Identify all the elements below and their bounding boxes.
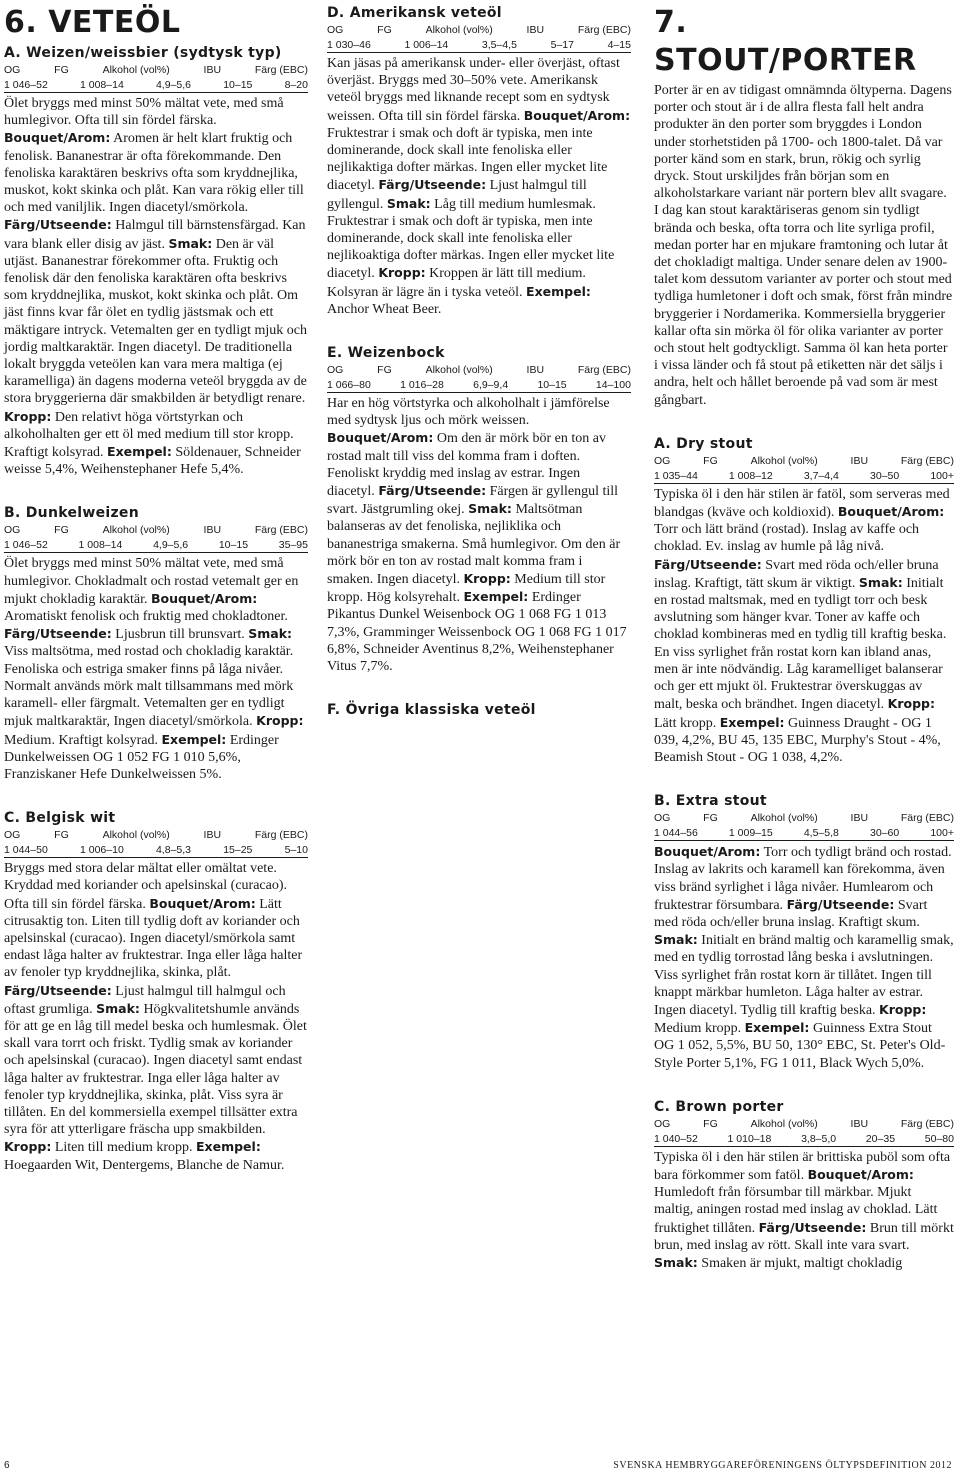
stat-header-alkohol: Alkohol (vol%) — [750, 1117, 818, 1130]
farg-text: Ljust halmgul till gyllengul. — [327, 178, 587, 212]
bouquet-text: Aromatiskt fenolisk och fruktig med chokladtoner. — [4, 609, 288, 625]
label-kropp: Kropp: — [4, 1139, 52, 1155]
label-bouquet: Bouquet/Arom: — [523, 107, 631, 123]
stat-ibu: 10–15 — [223, 79, 253, 91]
stat-alkohol: 4,8–5,3 — [155, 844, 192, 857]
stats-header — [654, 810, 954, 826]
stat-alkohol: 4,5–5,8 — [803, 827, 839, 840]
stat-fg: 1 008–12 — [728, 469, 773, 482]
stat-header-ibu: IBU — [850, 1117, 869, 1130]
label-smak: Smak: — [468, 501, 512, 517]
stat-header-alkohol: Alkohol (vol%) — [750, 812, 818, 825]
stats-header — [4, 62, 308, 78]
stats-header — [654, 1116, 954, 1132]
stout-intro-text: Porter är en av tidigast omnämnda öltyperna. Dagens porter och stout är i de allra flesta fall helt andra produkter än den porter som bryggdes i London under storhetstiden på 1700- och 1800-talet. Då var porter känd som en stark, brun, rökig och syrlig dryck. Stout urskiljdes från början som en alkoholstarkare variant när portern blev allt svagare. I dag kan stout karaktäriseras genom sin tydligt brända och beska, ofta torra och lite syrliga profil, medan porter har en mjukare framtoning och lutar åt det chokladigt maltiga. Under senare delen av 1900-talet kom dessutom varianter av porter och stout med tydliga humletoner i doft och smak, först från mindre bryggerier i Nordamerika. Kommersiella bryggerier kallar ofta sin mörka öl för olika varianter av porter och stout helt godtyckligt. Samma öl kan heta porter i vissa länder och få stout på etiketten när det säljs i andra, helt och hållet beroende på vad som är mest gångbart. — [654, 83, 953, 408]
label-exempel: Exempel: — [161, 731, 227, 747]
label-bouquet: Bouquet/Arom: — [327, 430, 434, 446]
section-text — [654, 1149, 954, 1272]
stat-og: 1 066–80 — [327, 379, 371, 392]
farg-text: Halmgul till bärnstensfärgad. Kan vara blank eller disig av jäst. — [4, 218, 306, 252]
stat-header-alkohol: Alkohol (vol%) — [425, 24, 493, 36]
bouquet-text: Torr och tydligt bränd och rostad. Inslag av lakrits och karamell kan förekomma, även viss bränd syrlighet i låga nivåer. Humlearom och fruktestrar försumbara. — [654, 845, 952, 913]
stat-og: 1 044–56 — [654, 827, 698, 840]
label-smak: Smak: — [654, 1254, 698, 1270]
label-farg: Färg/Utseende: — [4, 217, 112, 233]
label-kropp: Kropp: — [879, 1001, 927, 1017]
stat-fg: 1 006–10 — [79, 844, 124, 857]
exempel-text: Hoegaarden Wit, Dentergems, Blanche de Namur. — [4, 1157, 285, 1173]
exempel-text: Guinness Extra Stout OG 1 052, 5,5%, BU 50, 130° EBC, St. Peter's Old-Style Porter 5,1%, FG 1 011, Black Wych 5,0%. — [654, 1021, 946, 1071]
section-title-extra-stout: B. Extra stout — [654, 793, 767, 810]
column-right — [654, 4, 954, 1272]
stat-header-fg: FG — [703, 812, 718, 825]
label-exempel: Exempel: — [107, 444, 172, 460]
smak-text: Initialt en rostad maltsmak, med en tydligt torr och besk avslutning som hänger kvar. Toner av kaffe och choklad kombineras med en tydlig till kraftig beska. En viss syrlighet från rostat korn kan ibland anas, men är inte nödvändig. Låg karamelliget balanserar och ger ett mjukt öl. Fruktestrar överskuggas av malt, beska och brändhet. Ingen diacetyl. — [654, 575, 947, 713]
page-number: 6 — [4, 1460, 10, 1471]
stat-fg: 1 016–28 — [400, 379, 444, 392]
stat-header-alkohol: Alkohol (vol%) — [750, 454, 818, 467]
stats-header — [327, 22, 631, 38]
stat-fg: 1 008–14 — [78, 539, 123, 552]
farg-text: Brun till mörkt brun, med inslag av rött. Skall inte vara svart. — [654, 1220, 954, 1253]
label-smak: Smak: — [858, 574, 903, 590]
stat-header-og: OG — [4, 64, 21, 76]
bouquet-text: Om den är mörk bör en ton av rostad malt till viss del komma fram i doften. Fenoliskt kryddig med inslag av estrar. Ingen diacetyl. — [327, 431, 606, 500]
column-left — [4, 4, 308, 1174]
column-middle — [327, 4, 631, 719]
stats-values — [4, 538, 308, 553]
bouquet-text: Fruktestrar i smak och doft är typiska, men inte dominerande, dock skall inte fenoliska eller nejlikaktiga dofter märkas. Ingen eller mycket lite diacetyl. — [327, 125, 608, 194]
footer-title: SVENSKA HEMBRYGGAREFÖRENINGENS ÖLTYPSDEFINITION 2012 — [613, 1460, 952, 1471]
label-kropp: Kropp: — [256, 713, 304, 729]
section-title-dunkelweizen: B. Dunkelweizen — [4, 505, 139, 522]
section-title-dry-stout: A. Dry stout — [654, 435, 753, 452]
intro-text: Typiska öl i den här stilen är fatöl, som serveras med blandgas (kväve och koldioxid). — [654, 486, 950, 521]
section-text — [327, 395, 631, 675]
label-kropp: Kropp: — [887, 696, 935, 712]
bouquet-text: Lätt citrusaktig ton. Liten till tydlig doft av koriander och apelsinskal (curacao). Ingen diacetyl/smörkola samt endast låga halter av fruktestrar. Inga eller låga halter av fenoler typ kryddnejlika, skinka, plåt. — [4, 896, 303, 981]
section-title-amerikansk-veteol: D. Amerikansk veteöl — [327, 5, 502, 21]
stats-values — [654, 469, 954, 484]
stat-header-og: OG — [4, 829, 21, 842]
intro-text: Ölet bryggs med minst 50% mältat vete, med små humlegivor. Chokladmalt och rostad vetemalt ger en mjukt chokladig karaktär. — [4, 556, 299, 607]
section-title-belgisk-wit: C. Belgisk wit — [4, 810, 116, 827]
farg-text: Ljusbrun till brunsvart. — [115, 627, 245, 643]
section-text — [4, 860, 308, 1174]
stat-alkohol: 3,7–4,4 — [803, 469, 839, 482]
stat-fg: 1 008–14 — [79, 79, 124, 91]
smak-text: Smaken är mjukt, maltigt chokladig — [701, 1255, 903, 1271]
kropp-text: Medium kropp. — [654, 1021, 742, 1037]
stat-header-fg: FG — [377, 364, 392, 377]
stat-og: 1 046–52 — [4, 79, 48, 91]
label-smak: Smak: — [168, 235, 213, 251]
label-farg: Färg/Utseende: — [4, 982, 112, 998]
farg-text: Ljust halmgul till halmgul och oftast grumliga. — [4, 983, 286, 1017]
label-farg: Färg/Utseende: — [4, 626, 112, 642]
stats-values — [4, 78, 308, 93]
stat-header-ibu: IBU — [850, 454, 869, 467]
stat-header-fg: FG — [54, 829, 69, 842]
stat-header-og: OG — [654, 1117, 671, 1130]
label-bouquet: Bouquet/Arom: — [150, 590, 258, 606]
stat-ibu: 20–35 — [865, 1132, 896, 1145]
label-bouquet: Bouquet/Arom: — [807, 1166, 914, 1182]
stat-header-og: OG — [4, 524, 21, 537]
stat-header-ibu: IBU — [203, 829, 222, 842]
label-kropp: Kropp: — [463, 571, 511, 587]
stat-farg: 5–10 — [284, 844, 308, 857]
smak-text: Initialt en bränd maltig och karamellig smak, med en tydlig torrostad lång beska i avslutningen. Viss syrlighet från rostat korn är tillåtet. Ingen till knappt märkbar humleton. Låga halter av estrar. Ingen diacetyl. Tydlig till kraftig beska. — [654, 933, 954, 1018]
stat-farg: 35–95 — [278, 539, 308, 552]
stat-header-alkohol: Alkohol (vol%) — [102, 829, 170, 842]
kropp-text: Liten till medium kropp. — [54, 1140, 193, 1156]
stat-header-farg: Färg (EBC) — [254, 524, 308, 537]
section-title-ovriga-veteol: F. Övriga klassiska veteöl — [327, 702, 536, 719]
stat-ibu: 5–17 — [550, 39, 574, 51]
smak-text: Låg till medium humlesmak. Fruktestrar i smak och doft är typiska, men inte dominerande, dock skall inte fenoliska eller nejlikoaktiga dofter märkas. Ingen eller mycket lite diacetyl. — [327, 196, 615, 282]
smak-text: Den är väl utjäst. Bananestrar förekommer ofta. Fruktig och fenolisk där den fenoliska karaktären ofta beskrivs som kryddnejlika, muskot, kokt skinka och plåt. Om jäst finns kvar får ölet en tydlig jästsmak och ett mäktigare intryck. Vetemalten ger en tydligt mjuk och jordig maltkaraktär. Ingen diacetyl. De traditionella lokalt bryggda veteölen kan vara mera maltiga (ej karamelliga) än dagens moderna veteöl bryggda av de stora bryggerierna där smakbilden är betydligt renare. — [4, 236, 307, 407]
stat-header-farg: Färg (EBC) — [900, 454, 954, 467]
label-smak: Smak: — [386, 195, 431, 211]
label-bouquet: Bouquet/Arom: — [149, 895, 256, 911]
section-text — [4, 95, 308, 478]
section-text — [654, 843, 954, 1072]
stats-values — [4, 843, 308, 858]
stat-fg: 1 006–14 — [404, 39, 449, 51]
stat-header-fg: FG — [54, 524, 69, 537]
label-farg: Färg/Utseende: — [758, 1219, 867, 1235]
stat-header-farg: Färg (EBC) — [254, 64, 308, 76]
intro-text: Har en hög vörtstyrka och alkoholhalt i jämförelse med sydtysk ljus och mörk weissen. — [327, 396, 610, 429]
stat-fg: 1 010–18 — [727, 1132, 772, 1145]
section-text — [327, 55, 631, 318]
stat-header-og: OG — [654, 454, 671, 467]
intro-text: Ölet bryggs med minst 50% mältat vete, med små humlegivor. Ofta till sin fördel färska. — [4, 96, 284, 129]
stat-farg: 4–15 — [607, 39, 631, 51]
exempel-text: Söldenauer, Schneider weisse 5,4%, Weihenstephaner Hefe 5,4%. — [4, 445, 301, 478]
stat-farg: 50–80 — [924, 1132, 954, 1145]
label-exempel: Exempel: — [196, 1139, 261, 1155]
stat-alkohol: 3,8–5,0 — [801, 1132, 837, 1145]
exempel-text: Erdinger Dunkelweissen OG 1 052 FG 1 010 5,6%, Franziskaner Hefe Dunkelweissen 5%. — [4, 732, 279, 782]
stat-header-farg: Färg (EBC) — [900, 812, 954, 825]
stats-header — [327, 362, 631, 378]
chapter-title-stout-porter: 7. STOUT/PORTER — [654, 5, 917, 78]
stat-fg: 1 009–15 — [728, 827, 773, 840]
kropp-text: Den relativt höga vörtstyrkan och alkoholhalten ger ett öl med medium till stor kropp. Kraftigt kolsyrad. — [4, 409, 294, 461]
stat-og: 1 044–50 — [4, 844, 48, 857]
stat-farg: 14–100 — [595, 379, 631, 392]
label-kropp: Kropp: — [378, 265, 426, 281]
section-text — [654, 486, 954, 766]
stat-header-fg: FG — [54, 64, 69, 76]
stats-values — [327, 38, 631, 53]
bouquet-text: Aromen är helt klart fruktig och fenolisk. Bananestrar är ofta förekommande. Den fenoliska karaktären beskrivs ofta som kryddnejlika, muskot, kokt skinka och plåt. Kan vara rökig eller till och med vaniljlik. Ingen diacetyl/smörkola. — [4, 131, 304, 216]
label-exempel: Exempel: — [719, 714, 785, 730]
stat-og: 1 035–44 — [654, 469, 698, 482]
kropp-text: Kroppen är lätt till medium. Kolsyran är lägre än i tyska veteöl. — [327, 266, 586, 300]
label-farg: Färg/Utseende: — [378, 177, 487, 193]
stat-alkohol: 4,9–5,6 — [155, 79, 192, 91]
kropp-text: Lätt kropp. — [654, 715, 717, 731]
stat-ibu: 15–25 — [223, 844, 253, 857]
stat-ibu: 10–15 — [537, 379, 567, 392]
intro-text: Typiska öl i den här stilen är brittiska puböl som ofta bara förkommer som fatöl. — [654, 1149, 951, 1183]
label-farg: Färg/Utseende: — [786, 896, 895, 912]
intro-text: Kan jäsas på amerikansk under- eller överjäst, oftast överjäst. Bryggs med 30–50% vete. Amerikansk veteöl bryggs med liknande recept som en sydtysk weissen. Ofta till sin fördel färska. — [327, 56, 620, 124]
bouquet-text: Torr och lätt bränd (rostad). Inslag av kaffe och choklad. Ev. inslag av humle på låg nivå. — [654, 522, 920, 555]
stats-values — [654, 1132, 954, 1147]
stat-header-farg: Färg (EBC) — [254, 829, 308, 842]
farg-text: Färgen är gyllengul till svart. Jästgrumling okej. — [327, 484, 619, 518]
stat-header-farg: Färg (EBC) — [577, 24, 631, 36]
kropp-text: Medium. Kraftigt kolsyrad. — [4, 732, 158, 748]
farg-text: Svart med röda och/eller bruna inslag. Kraftigt skum. — [654, 897, 928, 930]
smak-text: Viss maltsötma, med rostad och chokladig karaktär. Fenoliska och estriga smaker finns på låga nivåer. Normalt används mörk malt tillsammans med mörk karamell- eller färgmalt. Vetemalten ger en tydligt mjuk maltkaraktär, Ingen diacetyl/smörkola. — [4, 644, 294, 730]
stat-header-fg: FG — [703, 1117, 718, 1130]
stats-header — [4, 827, 308, 843]
stat-header-ibu: IBU — [850, 812, 869, 825]
bouquet-text: Humledoft från försumbar till märkbar. Mjukt maltig, aningen rostad med inslag av choklad. Lätt fruktighet tillåten. — [654, 1185, 938, 1236]
section-title-brown-porter: C. Brown porter — [654, 1098, 784, 1115]
stat-header-farg: Färg (EBC) — [577, 364, 631, 377]
stat-header-alkohol: Alkohol (vol%) — [425, 364, 493, 377]
stat-header-og: OG — [327, 364, 344, 377]
stats-values — [654, 826, 954, 841]
exempel-text: Erdinger Pikantus Dunkel Weisenbock OG 1 068 FG 1 013 7,3%, Gramminger Weissenbock OG 1 068 FG 1 017 6,8%, Schneider Aventinus 8,2%, Weihenstephaner Vitus 7,7%. — [327, 590, 627, 675]
stat-header-alkohol: Alkohol (vol%) — [102, 64, 170, 76]
stat-farg: 100+ — [930, 827, 954, 840]
stats-header — [4, 522, 308, 538]
stat-og: 1 046–52 — [4, 539, 48, 552]
label-smak: Smak: — [248, 626, 293, 642]
stat-header-ibu: IBU — [526, 24, 545, 36]
section-text — [4, 555, 308, 783]
smak-text: Högkvalitetshumle används för att ge en låg till medel beska och humlesmak. Ölet skall vara torrt och friskt. Tydlig smak av koriander och apelsinskal (curacao). Ingen diacetyl samt endast låga halter av fruktestrar. Inga eller låga halter av fenoler typ kryddnejlika, skinka, plåt. Viss syra är tillåten. En del kommersiella exempel tillsätter extra syra för att ytterligare fräscha upp smakbilden. — [4, 1001, 307, 1138]
stat-header-fg: FG — [377, 24, 392, 36]
label-smak: Smak: — [654, 932, 698, 948]
label-kropp: Kropp: — [4, 408, 52, 424]
stat-header-farg: Färg (EBC) — [900, 1117, 954, 1130]
stat-farg: 100+ — [930, 469, 954, 482]
kropp-text: Medium till stor kropp. Hög kolsyrehalt. — [327, 572, 606, 606]
stat-ibu: 30–50 — [870, 469, 900, 482]
stat-header-alkohol: Alkohol (vol%) — [102, 524, 170, 537]
stat-alkohol: 6,9–9,4 — [473, 379, 509, 392]
exempel-text: Guinness Draught - OG 1 039, 4,2%, BU 45, 135 EBC, Murphy's Stout - 4%, Beamish Stout - OG 1 038, 4,2%. — [654, 715, 941, 765]
label-farg: Färg/Utseende: — [654, 556, 762, 572]
label-exempel: Exempel: — [526, 283, 591, 299]
smak-text: Maltsötman balanseras av det fenoliska, nejliklika och bananestriga smakerna. Små humlegivor. Om den är mörk bör en ton av rostad malt komma fram i smaken. Ingen diacetyl. — [327, 502, 621, 588]
label-bouquet: Bouquet/Arom: — [837, 504, 945, 520]
stat-farg: 8–20 — [284, 79, 308, 91]
label-bouquet: Bouquet/Arom: — [654, 844, 761, 860]
stats-values — [327, 378, 631, 393]
stat-header-ibu: IBU — [526, 364, 545, 377]
stat-alkohol: 3,5–4,5 — [481, 39, 517, 51]
label-smak: Smak: — [96, 1000, 140, 1016]
stat-header-ibu: IBU — [203, 524, 222, 537]
label-farg: Färg/Utseende: — [378, 483, 487, 499]
label-bouquet: Bouquet/Arom: — [4, 130, 111, 146]
stat-header-fg: FG — [703, 454, 718, 467]
stat-header-ibu: IBU — [203, 64, 222, 76]
stat-ibu: 10–15 — [218, 539, 249, 552]
section-title-weizen: A. Weizen/weissbier (sydtysk typ) — [4, 45, 282, 61]
section-title-weizenbock: E. Weizenbock — [327, 345, 445, 362]
intro-text: Bryggs med stora delar mältat eller omältat vete. Kryddad med koriander och apelsinskal (curacao). Ofta till sin fördel färska. — [4, 861, 287, 912]
stats-header — [654, 453, 954, 469]
stat-alkohol: 4,9–5,6 — [153, 539, 189, 552]
farg-text: Svart med röda och/eller bruna inslag. Kraftigt, tätt skum är viktigt. — [654, 557, 939, 591]
stat-header-og: OG — [654, 812, 671, 825]
stat-ibu: 30–60 — [870, 827, 900, 840]
exempel-text: Anchor Wheat Beer. — [327, 301, 442, 317]
stat-og: 1 030–46 — [327, 39, 371, 51]
stat-og: 1 040–52 — [654, 1132, 698, 1145]
label-exempel: Exempel: — [463, 589, 529, 605]
stat-header-og: OG — [327, 24, 344, 36]
chapter-title-veteol: 6. VETEÖL — [4, 5, 181, 40]
label-exempel: Exempel: — [744, 1020, 810, 1036]
